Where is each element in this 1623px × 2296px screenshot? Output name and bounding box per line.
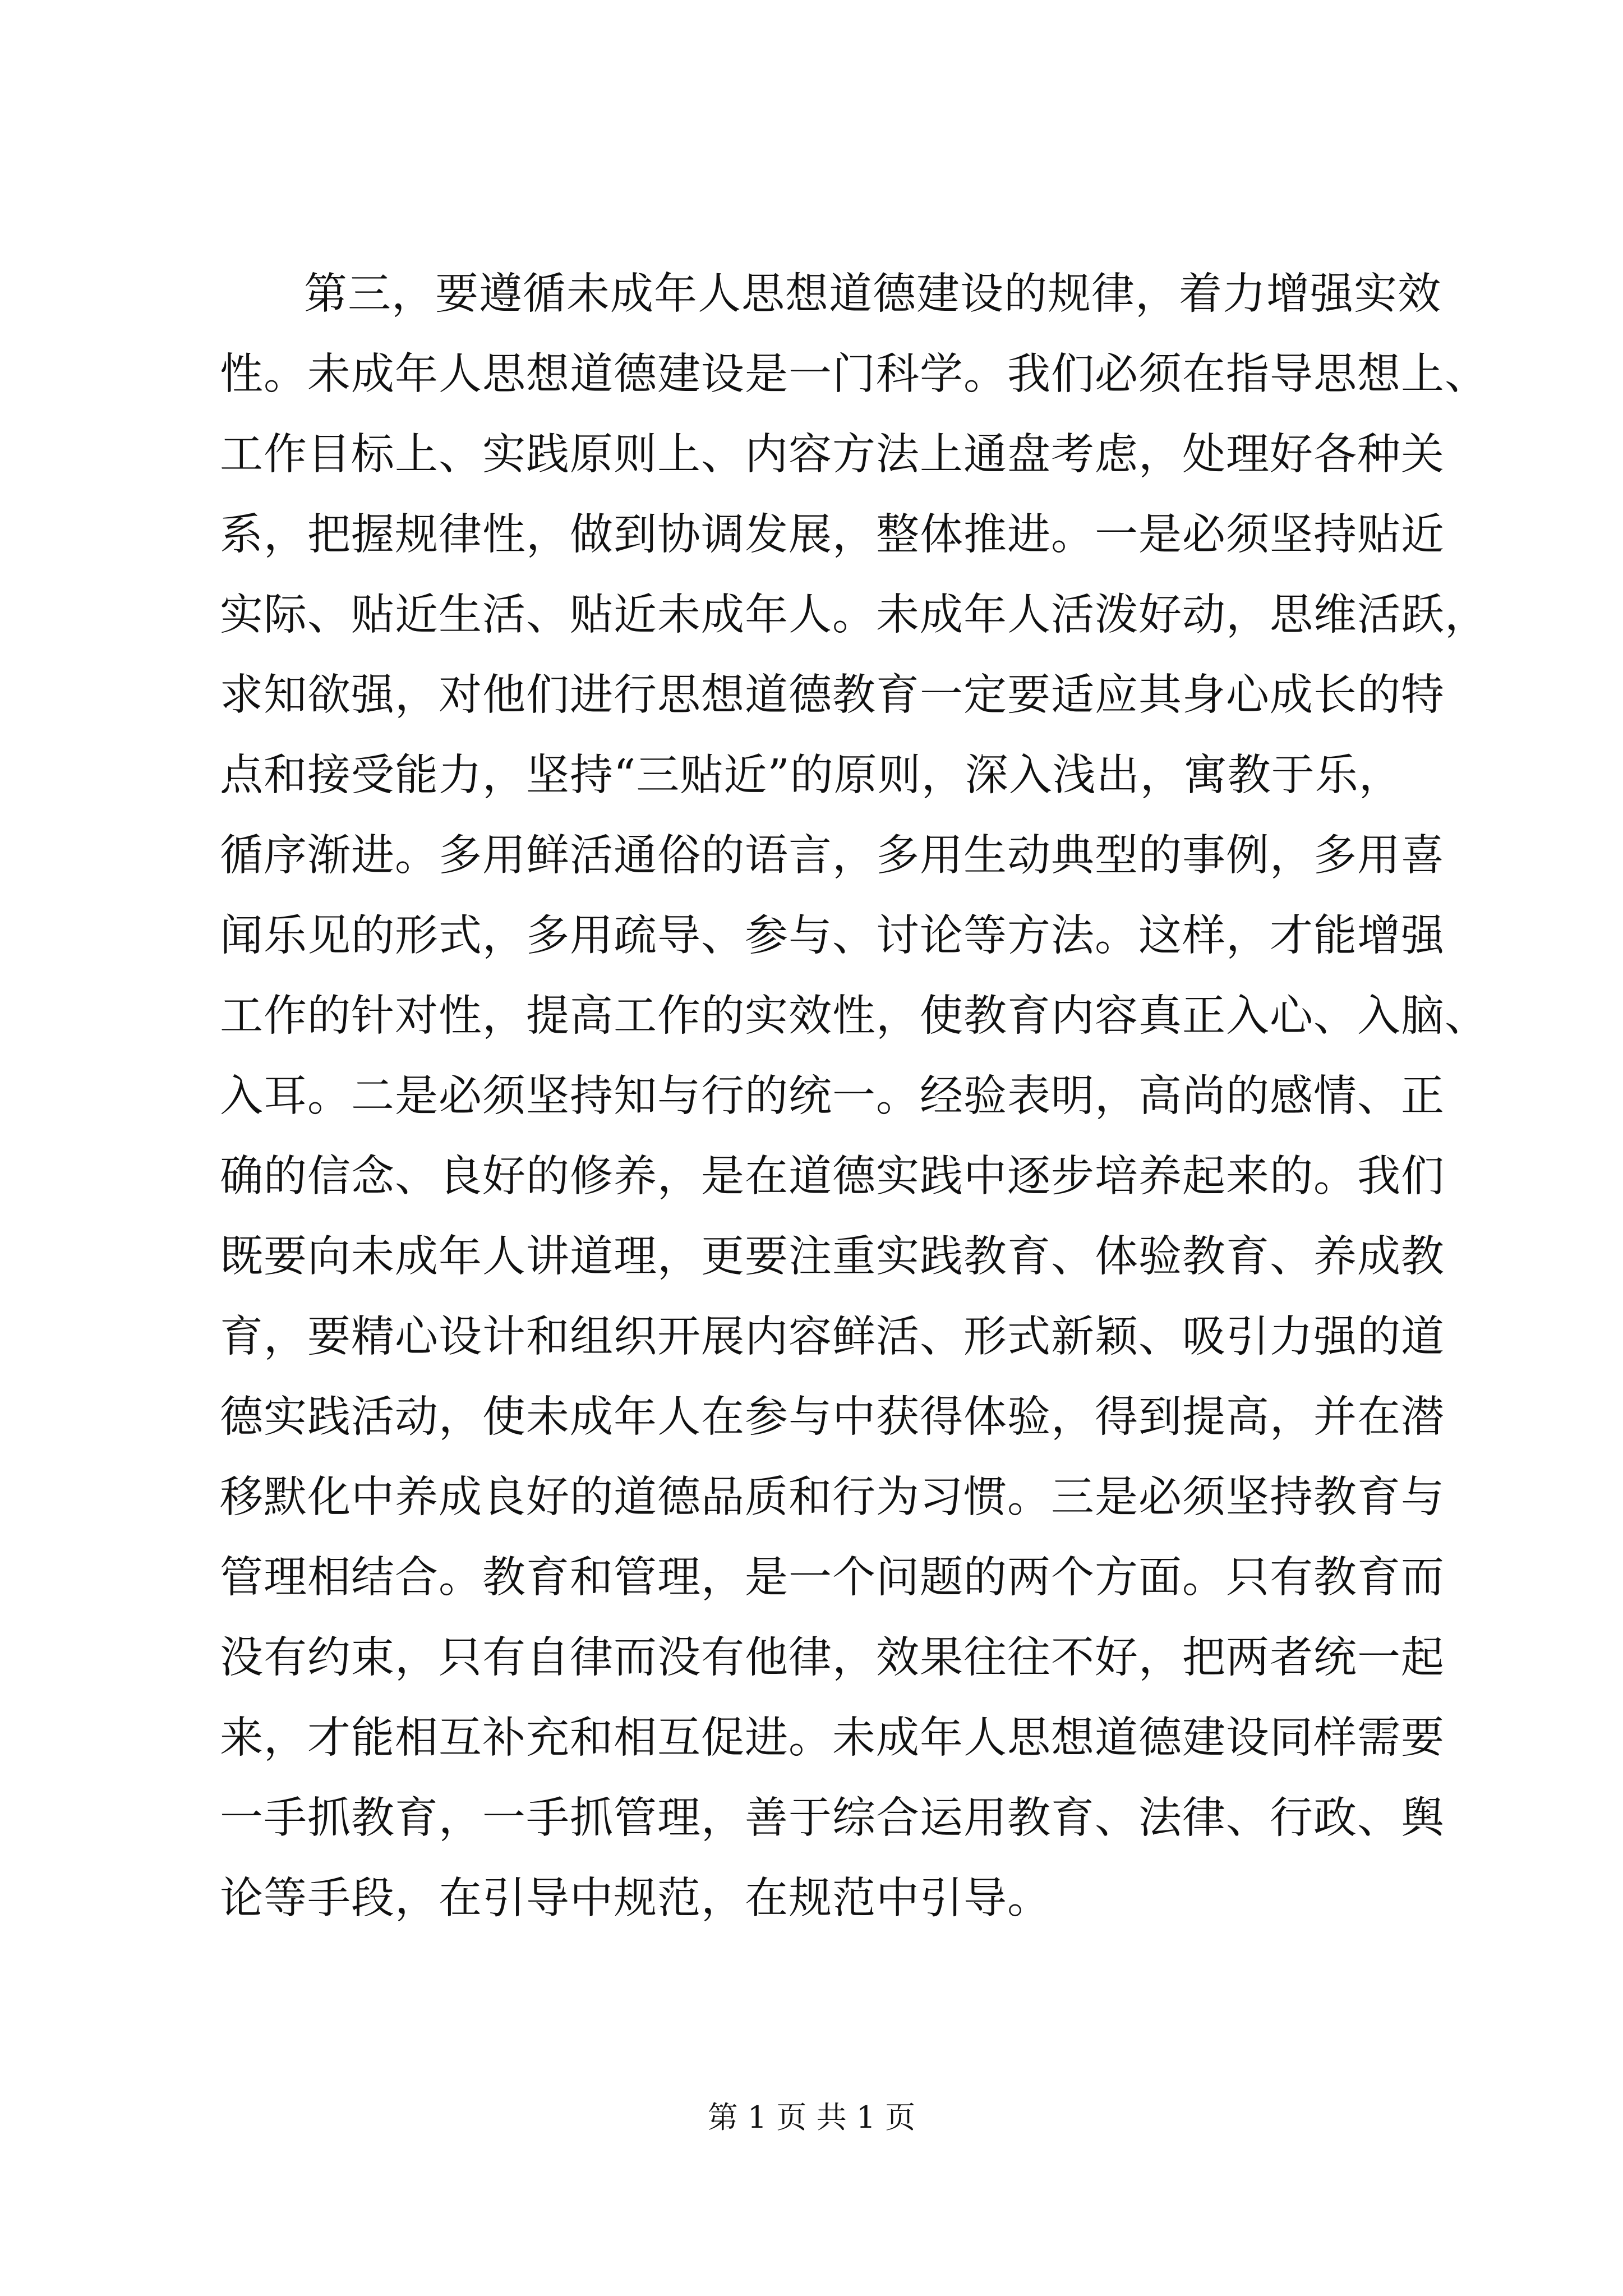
paragraph-line: 求知欲强，对他们进行思想道德教育一定要适应其身心成长的特 — [220, 670, 1445, 720]
page-number-footer: 第 1 页 共 1 页 — [707, 2100, 916, 2135]
paragraph-line: 工作目标上、实践原则上、内容方法上通盘考虑，处理好各种关 — [220, 430, 1445, 480]
paragraph-line: 既要向未成年人讲道理，更要注重实践教育、体验教育、养成教 — [220, 1232, 1445, 1282]
paragraph-line: 德实践活动，使未成年人在参与中获得体验，得到提高，并在潜 — [220, 1392, 1445, 1442]
paragraph-line: 来，才能相互补充和相互促进。未成年人思想道德建设同样需要 — [220, 1713, 1445, 1763]
paragraph-line: 管理相结合。教育和管理，是一个问题的两个方面。只有教育而 — [220, 1553, 1445, 1603]
paragraph-line: 育，要精心设计和组织开展内容鲜活、形式新颖、吸引力强的道 — [220, 1312, 1445, 1362]
paragraph-line: 移默化中养成良好的道德品质和行为习惯。三是必须坚持教育与 — [220, 1473, 1445, 1522]
paragraph-line: 实际、贴近生活、贴近未成年人。未成年人活泼好动，思维活跃， — [220, 590, 1488, 640]
paragraph-line: 确的信念、良好的修养，是在道德实践中逐步培养起来的。我们 — [220, 1152, 1445, 1202]
paragraph-line: 系，把握规律性，做到协调发展，整体推进。一是必须坚持贴近 — [220, 510, 1445, 560]
paragraph-line: 循序渐进。多用鲜活通俗的语言，多用生动典型的事例，多用喜 — [220, 831, 1445, 881]
paragraph-line: 入耳。二是必须坚持知与行的统一。经验表明，高尚的感情、正 — [220, 1071, 1445, 1121]
paragraph-line: 闻乐见的形式，多用疏导、参与、讨论等方法。这样，才能增强 — [220, 911, 1445, 961]
paragraph-line: 第三，要遵循未成年人思想道德建设的规律，着力增强实效 — [304, 269, 1441, 319]
paragraph-line: 一手抓教育，一手抓管理，善于综合运用教育、法律、行政、舆 — [220, 1793, 1445, 1843]
paragraph-line: 性。未成年人思想道德建设是一门科学。我们必须在指导思想上、 — [220, 349, 1488, 399]
paragraph-line: 没有约束，只有自律而没有他律，效果往往不好，把两者统一起 — [220, 1633, 1445, 1683]
paragraph-line: 工作的针对性，提高工作的实效性，使教育内容真正入心、入脑、 — [220, 991, 1488, 1041]
paragraph-line: 点和接受能力，坚持“三贴近”的原则，深入浅出，寓教于乐， — [220, 751, 1403, 800]
paragraph-line: 论等手段，在引导中规范，在规范中引导。 — [220, 1874, 1051, 1924]
